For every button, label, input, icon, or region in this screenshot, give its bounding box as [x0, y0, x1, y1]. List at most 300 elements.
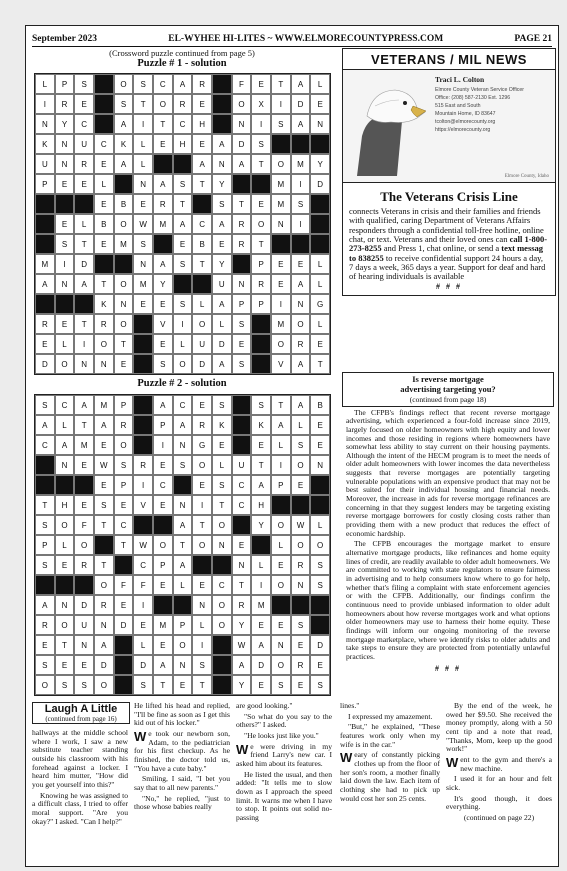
letter-cell: E [153, 334, 173, 354]
black-square [291, 134, 311, 154]
letter-cell: L [173, 575, 193, 595]
letter-cell: E [153, 495, 173, 515]
drop-cap: W [340, 750, 353, 766]
black-square [212, 675, 232, 695]
letter-cell: E [35, 635, 55, 655]
letter-cell: A [271, 415, 291, 435]
letter-cell: A [94, 415, 114, 435]
letter-cell: C [133, 555, 153, 575]
letter-cell: D [94, 655, 114, 675]
letter-cell: Y [232, 675, 252, 695]
black-square [114, 254, 134, 274]
letter-cell: S [74, 74, 94, 94]
letter-cell: E [133, 615, 153, 635]
letter-cell: D [114, 615, 134, 635]
letter-cell: T [251, 154, 271, 174]
letter-cell: S [310, 555, 330, 575]
letter-cell: S [251, 395, 271, 415]
letter-cell: T [232, 575, 252, 595]
letter-cell: E [212, 435, 232, 455]
masthead: EL-WYHEE HI-LITES ~ WWW.ELMORECOUNTYPRESS.COM [168, 34, 444, 44]
joke-text: hallways at the middle school where I work, I saw a new substitute teacher standing outside his classroom with his forehead against a locker. I heard him mutter, "How did you get yourself into this?" [32, 728, 128, 789]
letter-cell: Y [153, 274, 173, 294]
letter-cell: C [153, 74, 173, 94]
letter-cell: T [251, 234, 271, 254]
crisis-line-section [343, 183, 555, 295]
letter-cell: O [212, 515, 232, 535]
black-square [251, 314, 271, 334]
letter-cell: O [192, 314, 212, 334]
letter-cell: D [212, 334, 232, 354]
black-square [291, 234, 311, 254]
letter-cell: A [291, 114, 311, 134]
black-square [133, 395, 153, 415]
letter-cell: N [133, 174, 153, 194]
letter-cell: U [74, 615, 94, 635]
letter-cell: K [251, 415, 271, 435]
letter-cell: A [153, 174, 173, 194]
letter-cell: T [74, 314, 94, 334]
puzzle-1-grid [34, 73, 331, 375]
laugh-title: Laugh A Little [44, 703, 118, 715]
letter-cell: S [153, 354, 173, 374]
letter-cell: I [291, 214, 311, 234]
letter-cell: A [153, 395, 173, 415]
laugh-column-3 [236, 702, 332, 825]
letter-cell: D [291, 94, 311, 114]
letter-cell: A [114, 114, 134, 134]
letter-cell: T [310, 354, 330, 374]
letter-cell: W [94, 455, 114, 475]
black-square [310, 134, 330, 154]
letter-cell: R [291, 555, 311, 575]
letter-cell: E [310, 94, 330, 114]
letter-cell: E [114, 495, 134, 515]
letter-cell: E [271, 555, 291, 575]
letter-cell: T [173, 194, 193, 214]
letter-cell: T [94, 555, 114, 575]
letter-cell: N [212, 535, 232, 555]
letter-cell: N [55, 274, 75, 294]
letter-cell: M [35, 254, 55, 274]
letter-cell: I [251, 575, 271, 595]
letter-cell: W [291, 515, 311, 535]
letter-cell: E [74, 94, 94, 114]
letter-cell: L [251, 555, 271, 575]
continued-note: (continued on page 22) [463, 812, 535, 822]
letter-cell: A [173, 415, 193, 435]
black-square [212, 655, 232, 675]
black-square [133, 515, 153, 535]
letter-cell: S [173, 174, 193, 194]
letter-cell: T [35, 495, 55, 515]
black-square [271, 495, 291, 515]
letter-cell: A [35, 595, 55, 615]
letter-cell: N [55, 595, 75, 615]
officer-address-2: Mountain Home, ID 83647 [435, 110, 496, 117]
black-square [55, 575, 75, 595]
black-square [94, 74, 114, 94]
black-square [212, 74, 232, 94]
header-rule [32, 46, 552, 47]
letter-cell: N [271, 635, 291, 655]
black-square [232, 435, 252, 455]
letter-cell: S [173, 254, 193, 274]
letter-cell: E [55, 314, 75, 334]
letter-cell: A [212, 354, 232, 374]
letter-cell: H [55, 495, 75, 515]
letter-cell: I [153, 435, 173, 455]
letter-cell: S [310, 575, 330, 595]
letter-cell: A [212, 294, 232, 314]
letter-cell: E [271, 254, 291, 274]
issue-date: September 2023 [32, 34, 97, 44]
letter-cell: N [94, 354, 114, 374]
letter-cell: N [232, 274, 252, 294]
letter-cell: E [74, 174, 94, 194]
black-square [55, 294, 75, 314]
letter-cell: P [232, 294, 252, 314]
letter-cell: O [94, 575, 114, 595]
letter-cell: V [133, 495, 153, 515]
joke-text: "But," he explained, "These features work only when my wife is in the car." [340, 722, 440, 749]
letter-cell: R [114, 415, 134, 435]
veteran-officer-card [343, 70, 555, 183]
letter-cell: D [310, 635, 330, 655]
letter-cell: H [192, 114, 212, 134]
laugh-column-1 [32, 729, 128, 828]
drop-cap: W [446, 754, 459, 770]
letter-cell: E [251, 74, 271, 94]
letter-cell: I [271, 94, 291, 114]
letter-cell: V [153, 314, 173, 334]
veterans-title: VETERANS / MIL NEWS [343, 49, 555, 70]
letter-cell: E [310, 655, 330, 675]
letter-cell: L [212, 314, 232, 334]
letter-cell: I [173, 314, 193, 334]
black-square [251, 535, 271, 555]
letter-cell: O [55, 615, 75, 635]
letter-cell: U [212, 274, 232, 294]
letter-cell: A [153, 655, 173, 675]
letter-cell: N [291, 294, 311, 314]
letter-cell: N [271, 214, 291, 234]
letter-cell: O [291, 314, 311, 334]
black-square [173, 154, 193, 174]
letter-cell: O [114, 214, 134, 234]
letter-cell: C [173, 114, 193, 134]
letter-cell: A [232, 154, 252, 174]
letter-cell: O [55, 515, 75, 535]
black-square [310, 475, 330, 495]
letter-cell: R [232, 234, 252, 254]
letter-cell: N [74, 635, 94, 655]
letter-cell: F [74, 515, 94, 535]
letter-cell: C [192, 214, 212, 234]
puzzle-1-title: Puzzle # 1 - solution [137, 58, 227, 69]
letter-cell: A [173, 515, 193, 535]
letter-cell: N [310, 114, 330, 134]
black-square [133, 435, 153, 455]
letter-cell: A [291, 274, 311, 294]
letter-cell: P [114, 395, 134, 415]
letter-cell: A [94, 635, 114, 655]
letter-cell: A [114, 154, 134, 174]
black-square [74, 475, 94, 495]
letter-cell: E [55, 174, 75, 194]
letter-cell: T [94, 274, 114, 294]
letter-cell: A [35, 415, 55, 435]
letter-cell: L [310, 74, 330, 94]
crisis-line-text: connects Veterans in crisis and their families and friends with qualified, caring Department of Veterans Affairs responders through a confidential toll-free hotline, online chat, or text. Veterans and their loved ones can call 1-800-273-8255 and Press 1, chat online, or send a text messag to 838255 to receive confidential support 24 hours a day, 7 days a week, 365 days a year. Support for deaf and hard of hearing individuals is available [349, 206, 548, 282]
black-square [153, 234, 173, 254]
letter-cell: O [173, 354, 193, 374]
letter-cell: W [133, 214, 153, 234]
letter-cell: M [133, 274, 153, 294]
laugh-title-box [32, 702, 130, 724]
letter-cell: L [55, 415, 75, 435]
letter-cell: D [192, 354, 212, 374]
joke-text: are good looking." [236, 701, 293, 710]
letter-cell: M [271, 174, 291, 194]
letter-cell: S [251, 134, 271, 154]
letter-cell: C [212, 575, 232, 595]
letter-cell: L [310, 274, 330, 294]
page-number: PAGE 21 [514, 34, 552, 44]
letter-cell: R [291, 655, 311, 675]
letter-cell: E [173, 234, 193, 254]
letter-cell: E [74, 655, 94, 675]
black-square [55, 194, 75, 214]
letter-cell: E [251, 435, 271, 455]
letter-cell: P [153, 415, 173, 435]
letter-cell: I [192, 635, 212, 655]
letter-cell: B [310, 395, 330, 415]
letter-cell: C [55, 395, 75, 415]
officer-role: Elmore County Veteran Service Officer [435, 86, 524, 93]
letter-cell: S [212, 395, 232, 415]
officer-website: https://elmorecounty.org [435, 126, 491, 133]
letter-cell: I [133, 595, 153, 615]
letter-cell: P [35, 174, 55, 194]
letter-cell: K [35, 134, 55, 154]
letter-cell: N [173, 435, 193, 455]
letter-cell: L [310, 254, 330, 274]
article-body [342, 409, 554, 673]
letter-cell: E [271, 274, 291, 294]
letter-cell: D [35, 354, 55, 374]
letter-cell: S [173, 455, 193, 475]
letter-cell: A [173, 555, 193, 575]
letter-cell: T [114, 535, 134, 555]
letter-cell: D [232, 134, 252, 154]
letter-cell: E [74, 495, 94, 515]
black-square [192, 274, 212, 294]
letter-cell: E [114, 595, 134, 615]
crisis-line-title: The Veterans Crisis Line [380, 189, 518, 204]
letter-cell: E [55, 655, 75, 675]
letter-cell: S [212, 194, 232, 214]
black-square [310, 214, 330, 234]
letter-cell: C [232, 495, 252, 515]
black-square [94, 94, 114, 114]
letter-cell: S [291, 615, 311, 635]
letter-cell: A [251, 635, 271, 655]
letter-cell: M [271, 314, 291, 334]
black-square [153, 154, 173, 174]
black-square [114, 635, 134, 655]
letter-cell: O [94, 675, 114, 695]
letter-cell: T [192, 515, 212, 535]
letter-cell: N [55, 154, 75, 174]
letter-cell: E [55, 214, 75, 234]
letter-cell: B [94, 214, 114, 234]
letter-cell: T [251, 455, 271, 475]
letter-cell: E [212, 234, 232, 254]
joke-text: He lifted his head and replied, "I'll be fine as soon as I get this kid out of his locker." [134, 701, 230, 728]
letter-cell: O [94, 334, 114, 354]
black-square [114, 675, 134, 695]
letter-cell: O [251, 214, 271, 234]
letter-cell: O [55, 354, 75, 374]
black-square [153, 515, 173, 535]
black-square [271, 595, 291, 615]
letter-cell: O [212, 595, 232, 615]
letter-cell: A [212, 134, 232, 154]
letter-cell: P [55, 74, 75, 94]
letter-cell: R [192, 415, 212, 435]
letter-cell: S [212, 475, 232, 495]
letter-cell: E [291, 475, 311, 495]
letter-cell: A [291, 395, 311, 415]
letter-cell: T [94, 515, 114, 535]
black-square [133, 314, 153, 334]
crisis-end-mark: # # # [436, 281, 462, 291]
black-square [291, 595, 311, 615]
letter-cell: T [114, 334, 134, 354]
letter-cell: G [310, 294, 330, 314]
letter-cell: E [192, 575, 212, 595]
black-square [232, 415, 252, 435]
letter-cell: M [74, 435, 94, 455]
letter-cell: O [291, 535, 311, 555]
officer-name: Traci L. Colton [435, 75, 485, 84]
letter-cell: L [74, 214, 94, 234]
letter-cell: O [271, 515, 291, 535]
letter-cell: H [251, 495, 271, 515]
letter-cell: C [114, 515, 134, 535]
letter-cell: N [232, 555, 252, 575]
letter-cell: Y [55, 114, 75, 134]
letter-cell: I [251, 114, 271, 134]
letter-cell: S [310, 675, 330, 695]
letter-cell: E [94, 234, 114, 254]
black-square [94, 254, 114, 274]
letter-cell: S [232, 314, 252, 334]
letter-cell: A [232, 655, 252, 675]
letter-cell: E [94, 435, 114, 455]
letter-cell: M [271, 194, 291, 214]
article-paragraph-1: The CFPB's findings reflect that recent reverse mortgage advertising, which experienced a four-fold increase since 2019, largely focused on older homeowners with high equity and lower incomes and those residing in regions where homeowners have somewhat less ability to stay current on their housing payments. Although the intent of the HECM program is to meet the needs of older adult homeowners with lower incomes the data nevertheless suggests that reverse mortgages are potentially targeting vulnerable populations with an expensive product that may not be best suited for their individual housing and financial needs. Moreover, the increase in ads for reverse mortgage refinances are concerning in that they suggest lenders may be targeting existing reverse mortgage borrowers for costly closing costs rather than providing them with a new product that reduces the effect of economic hardship. [346, 407, 550, 538]
officer-email: tcolton@elmorecounty.org [435, 118, 496, 125]
black-square [212, 94, 232, 114]
letter-cell: S [55, 234, 75, 254]
letter-cell: V [271, 354, 291, 374]
letter-cell: G [192, 435, 212, 455]
article-headline-2: advertising targeting you? [400, 383, 496, 394]
letter-cell: I [74, 334, 94, 354]
letter-cell: E [192, 395, 212, 415]
letter-cell: K [114, 134, 134, 154]
joke-text: Knowing he was assigned to a difficult class, I tried to offer moral support. "Are you okay?" I asked. "Can I help?" [32, 790, 128, 826]
letter-cell: E [251, 615, 271, 635]
letter-cell: L [55, 535, 75, 555]
letter-cell: N [173, 655, 193, 675]
letter-cell: M [291, 154, 311, 174]
letter-cell: O [153, 535, 173, 555]
letter-cell: O [173, 635, 193, 655]
letter-cell: T [192, 174, 212, 194]
black-square [74, 194, 94, 214]
letter-cell: E [153, 455, 173, 475]
letter-cell: D [251, 655, 271, 675]
black-square [251, 334, 271, 354]
letter-cell: T [232, 194, 252, 214]
letter-cell: S [291, 194, 311, 214]
letter-cell: O [35, 675, 55, 695]
letter-cell: O [192, 535, 212, 555]
letter-cell: I [192, 495, 212, 515]
bald-eagle-image [347, 76, 427, 176]
letter-cell: N [55, 134, 75, 154]
letter-cell: E [153, 294, 173, 314]
letter-cell: N [55, 455, 75, 475]
letter-cell: C [35, 435, 55, 455]
puzzle-2-grid [34, 394, 331, 696]
letter-cell: E [232, 334, 252, 354]
newspaper-page [25, 25, 559, 867]
black-square [212, 114, 232, 134]
letter-cell: E [55, 555, 75, 575]
letter-cell: E [35, 334, 55, 354]
letter-cell: R [55, 94, 75, 114]
joke-text: lines." [340, 701, 360, 710]
letter-cell: L [133, 134, 153, 154]
black-square [192, 194, 212, 214]
letter-cell: E [291, 635, 311, 655]
joke-text: Went to the gym and there's a new machine. [446, 754, 552, 773]
letter-cell: L [271, 435, 291, 455]
letter-cell: C [173, 395, 193, 415]
joke-text: Smiling, I said, "I bet you say that to all new parents." [134, 774, 230, 792]
black-square [232, 395, 252, 415]
black-square [94, 535, 114, 555]
letter-cell: E [153, 575, 173, 595]
joke-text: By the end of the week, he owed her $9.50. She received the money promptly, along with a 50 cent tip and a note that read, "Thanks, Mom, keep up the good work!" [446, 701, 552, 754]
letter-cell: Y [212, 254, 232, 274]
letter-cell: R [35, 314, 55, 334]
black-square [133, 354, 153, 374]
letter-cell: L [310, 515, 330, 535]
letter-cell: D [74, 595, 94, 615]
letter-cell: T [74, 234, 94, 254]
letter-cell: T [271, 74, 291, 94]
joke-text: He listed the usual, and then added: "It tells me to slow down as I approach the speed limit. It warns me when I have to stop. It points out solid no-passing [236, 769, 332, 822]
letter-cell: E [291, 254, 311, 274]
letter-cell: A [173, 74, 193, 94]
letter-cell: U [35, 154, 55, 174]
article-subhead: (continued from page 18) [409, 394, 487, 404]
